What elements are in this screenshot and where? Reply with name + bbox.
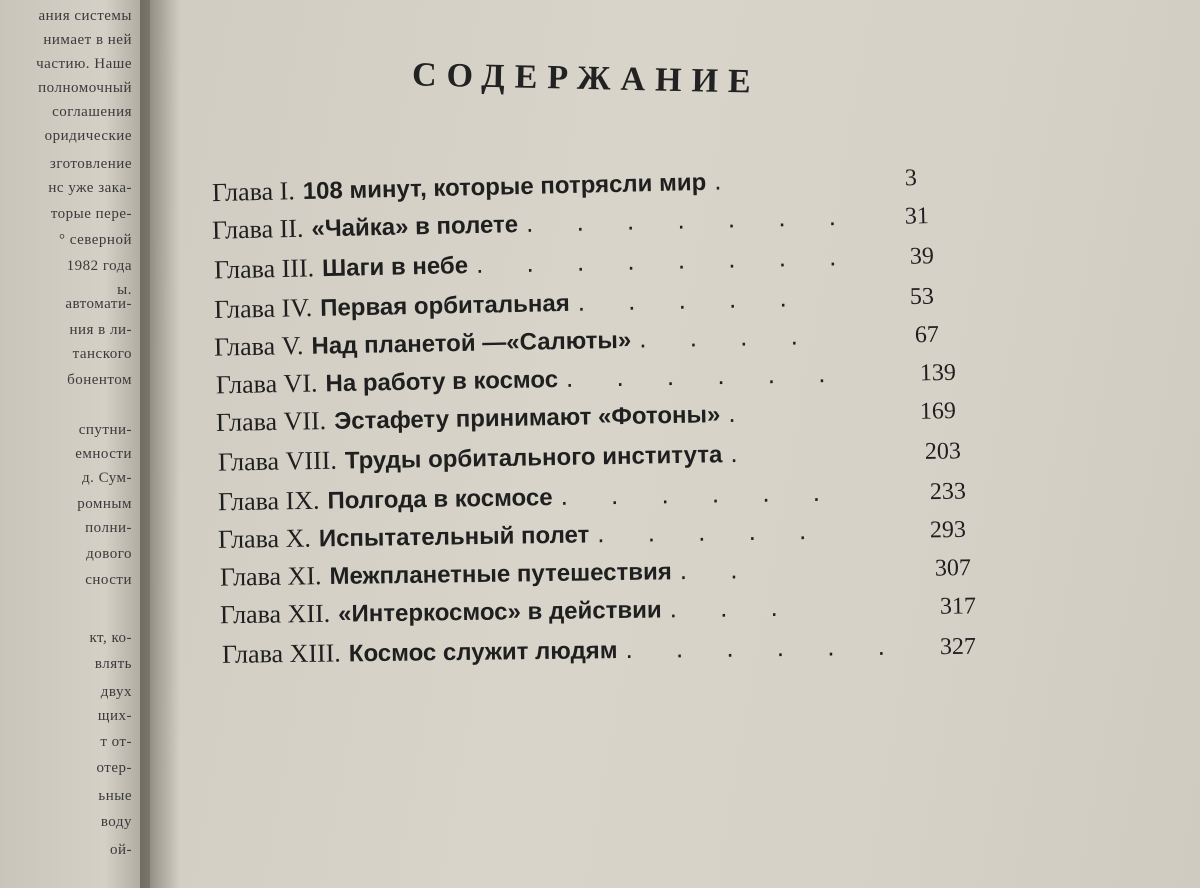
toc-chapter-title: «Интеркосмос» в действии <box>337 596 662 628</box>
left-page-line: дового <box>86 546 132 562</box>
left-page-line: ° северной <box>59 232 132 248</box>
left-page-line: двух <box>100 684 132 700</box>
left-page-line: полномочный <box>38 80 132 96</box>
left-page-line: спутни- <box>78 422 132 438</box>
left-page-line: танского <box>72 346 132 362</box>
contents-page <box>150 0 1200 888</box>
toc-leader-dots: . . . . . <box>597 514 825 549</box>
toc-page-number: 317 <box>939 593 977 620</box>
page-title: СОДЕРЖАНИЕ <box>411 56 762 101</box>
toc-chapter-title: Шаги в небе <box>321 252 469 283</box>
toc-leader-dots: . . . . . . <box>625 630 904 664</box>
toc-page-number: 3 <box>904 165 918 192</box>
toc-entry[interactable] <box>222 629 1022 675</box>
left-page-line: бонентом <box>67 372 132 388</box>
toc-chapter-label: Глава XII. <box>219 598 331 630</box>
toc-leader-dots: . . . . . . . <box>525 200 855 238</box>
previous-page-edge <box>0 0 150 888</box>
left-page-line: 1982 года <box>66 258 132 274</box>
left-page-line: автомати- <box>65 296 132 312</box>
toc-page-number: 203 <box>924 438 962 465</box>
left-page-line: торые пере- <box>50 206 132 222</box>
left-page-line: ой- <box>109 842 132 858</box>
table-of-contents <box>150 0 1200 888</box>
toc-page-number: 169 <box>919 398 957 425</box>
left-page-line: кт, ко- <box>89 630 132 646</box>
left-page-line: ромным <box>77 496 132 512</box>
toc-chapter-title: Над планетой —«Салюты» <box>311 326 632 360</box>
toc-chapter-label: Глава VII. <box>215 406 327 437</box>
toc-page-number: 233 <box>929 478 967 506</box>
toc-page-number: 293 <box>929 516 967 544</box>
toc-leader-dots: . . . . . . <box>560 476 839 511</box>
left-page-line: ания системы <box>38 8 132 24</box>
left-page-line: соглашения <box>52 104 132 120</box>
toc-page-number: 67 <box>914 321 940 349</box>
left-page-line: влять <box>94 656 132 672</box>
toc-chapter-title: Космос служит людям <box>348 637 618 668</box>
left-page-line: воду <box>100 814 132 830</box>
toc-chapter-label: Глава XIII. <box>221 638 341 669</box>
left-page-line: зготовление <box>49 156 132 172</box>
toc-page-number: 307 <box>934 555 972 582</box>
toc-chapter-title: Межпланетные путешествия <box>329 558 672 591</box>
toc-chapter-label: Глава III. <box>213 253 315 285</box>
toc-leader-dots: . <box>713 165 740 196</box>
toc-chapter-title: «Чайка» в полете <box>311 211 519 243</box>
toc-leader-dots: . . . . . <box>577 282 805 317</box>
toc-leader-dots: . . . . <box>638 320 817 354</box>
left-page-line: ы. <box>117 282 132 298</box>
left-page-line: оридические <box>44 128 132 144</box>
toc-chapter-title: На работу в космос <box>325 366 559 398</box>
toc-chapter-label: Глава IV. <box>213 293 313 325</box>
toc-chapter-title: Первая орбитальная <box>319 289 570 322</box>
left-page-line: частию. Наше <box>36 56 132 72</box>
toc-chapter-title: Полгода в космосе <box>327 484 553 515</box>
toc-chapter-title: Испытательный полет <box>318 521 590 553</box>
left-page-line: отер- <box>96 760 132 776</box>
toc-leader-dots: . . . <box>669 591 796 624</box>
toc-chapter-label: Глава X. <box>217 523 312 554</box>
toc-page-number: 327 <box>939 633 977 661</box>
toc-chapter-label: Глава VI. <box>215 368 318 400</box>
left-page-line: щих- <box>97 708 132 724</box>
toc-leader-dots: . . <box>679 554 756 586</box>
toc-leader-dots: . . . . . . <box>565 357 844 393</box>
left-page-line: ния в ли- <box>69 322 132 338</box>
toc-chapter-title: Эстафету принимают «Фотоны» <box>333 401 721 435</box>
left-page-line: полни- <box>85 520 132 536</box>
toc-page-number: 31 <box>904 203 930 230</box>
left-page-line: емности <box>75 446 132 462</box>
toc-chapter-label: Глава II. <box>211 213 304 245</box>
toc-page-number: 39 <box>909 243 935 270</box>
toc-chapter-title: 108 минут, которые потрясли мир <box>302 168 707 206</box>
toc-page-number: 139 <box>919 359 957 387</box>
toc-chapter-title: Труды орбитального института <box>344 441 723 475</box>
toc-chapter-label: Глава I. <box>211 176 296 208</box>
left-page-line: сности <box>85 572 132 588</box>
left-page-line: ьные <box>98 788 132 804</box>
left-page-line: нимает в ней <box>43 32 132 48</box>
toc-chapter-label: Глава V. <box>213 330 304 362</box>
toc-leader-dots: . <box>728 397 754 429</box>
book-gutter-shadow <box>140 0 180 888</box>
toc-chapter-label: Глава IX. <box>217 485 320 517</box>
left-page-line: т от- <box>100 734 132 750</box>
toc-page-number: 53 <box>909 283 935 311</box>
toc-leader-dots: . . . . . . . . <box>475 240 855 279</box>
left-page-line: нс уже зака- <box>48 180 132 196</box>
left-page-line: д. Сум- <box>81 470 132 486</box>
toc-chapter-label: Глава VIII. <box>217 445 338 477</box>
toc-chapter-label: Глава XI. <box>219 561 322 592</box>
toc-leader-dots: . <box>730 437 756 469</box>
